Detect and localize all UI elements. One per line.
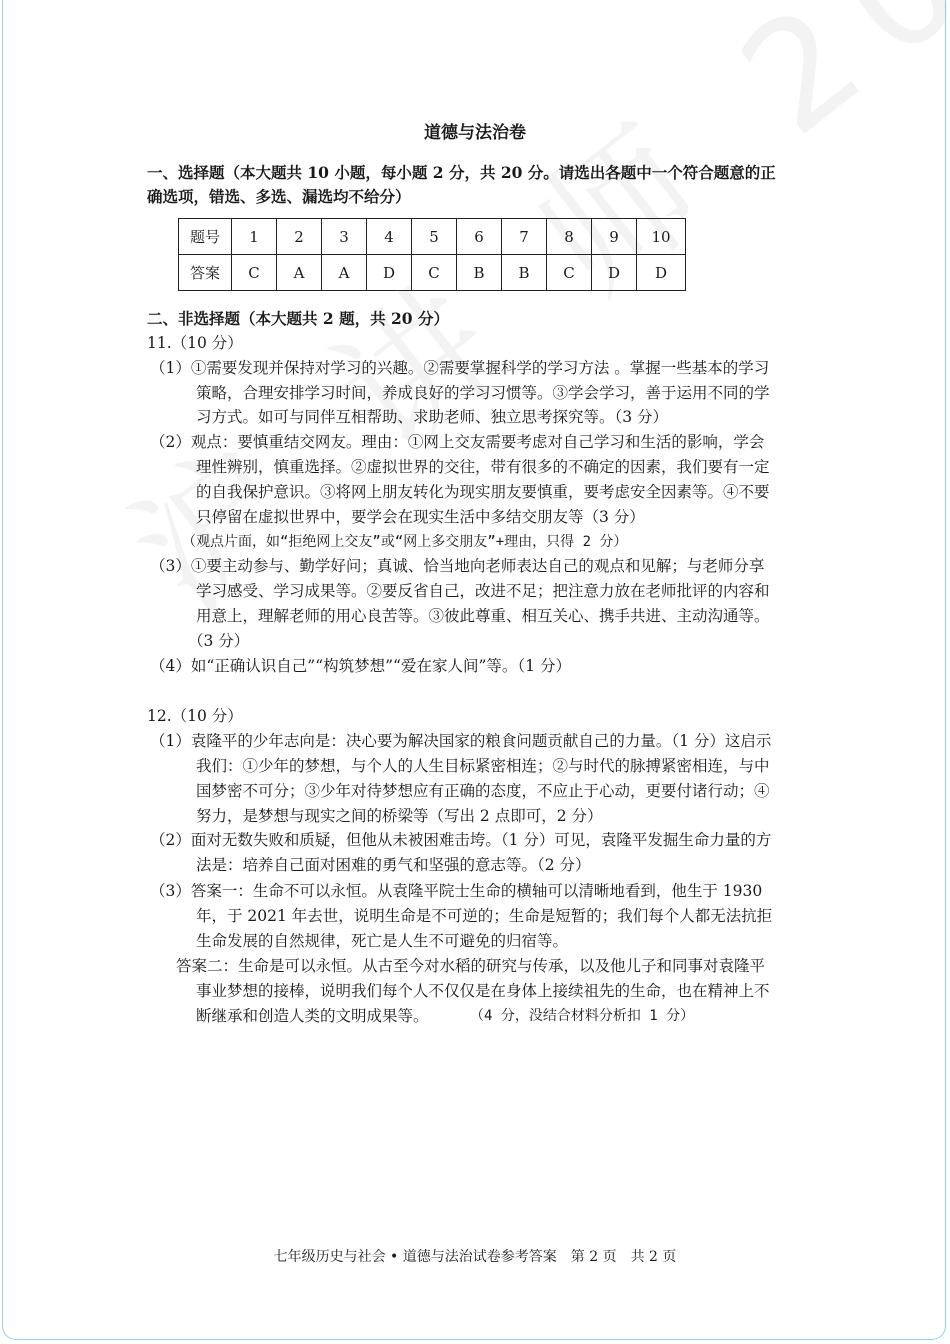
q12-p1-line: 国梦密不可分；③少年对待梦想应有正确的态度，不应止于心动，更要付诸行动；④ — [196, 782, 770, 800]
q11-p1-line: （1）①需要发现并保持对学习的兴趣。②需要掌握科学的学习方法 。掌握一些基本的学习 — [150, 359, 770, 377]
table-row-label: 题号 — [179, 219, 232, 255]
question-number: 4 — [367, 219, 412, 255]
question-number: 2 — [277, 219, 322, 255]
q11-p1-line: 策略，合理安排学习时间，养成良好的学习习惯等。③学会学习，善于运用不同的学 — [196, 384, 770, 402]
answer-cell: B — [502, 255, 547, 291]
q12-p1-line: 我们：①少年的梦想，与个人的人生目标紧密相连；②与时代的脉搏紧密相连，与中 — [196, 757, 770, 775]
question-number: 3 — [322, 219, 367, 255]
q11-p2-line: 理性辨别，慎重选择。②虚拟世界的交往，带有很多的不确定的因素，我们要有一定 — [196, 458, 770, 476]
question-number: 5 — [412, 219, 457, 255]
q11-p4-line: （4）如“正确认识自己”“构筑梦想”“爱在家人间”等。（1 分） — [150, 657, 571, 675]
q12-p1-line: （1）袁隆平的少年志向是：决心要为解决国家的粮食问题贡献自己的力量。（1 分）这启示 — [150, 732, 772, 750]
answer-cell: A — [277, 255, 322, 291]
q12-p2-line: 法是：培养自己面对困难的勇气和坚强的意志等。（2 分） — [196, 856, 591, 874]
table-row-label: 答案 — [179, 255, 232, 291]
q12-p1-line: 努力，是梦想与现实之间的桥梁等（写出 2 点即可，2 分） — [196, 807, 603, 825]
table-row-numbers — [179, 219, 686, 255]
page-footer: 七年级历史与社会 • 道德与法治试卷参考答案 第 2 页 共 2 页 — [273, 1249, 677, 1265]
question-12-header: 12.（10 分） — [147, 707, 243, 725]
section1-heading-line2: 确选项，错选、多选、漏选均不给分） — [147, 187, 411, 206]
q11-p1-line: 习方式。如可与同伴互相帮助、求助老师、独立思考探究等。（3 分） — [196, 408, 669, 426]
question-number: 6 — [457, 219, 502, 255]
q12-p2-line: （2）面对无数失败和质疑，但他从未被困难击垮。（1 分）可见，袁隆平发掘生命力量的方 — [150, 831, 772, 849]
q12-p3-line: （3）答案一：生命不可以永恒。从袁隆平院士生命的横轴可以清晰地看到，他生于 1930 — [150, 882, 763, 900]
q12-p3b-scoring-note: （4 分，没结合材料分析扣 1 分） — [470, 1008, 695, 1024]
section2-heading: 二、非选择题（本大题共 2 题，共 20 分） — [147, 309, 449, 328]
answer-cell: B — [457, 255, 502, 291]
answer-cell: D — [592, 255, 637, 291]
q12-p3b-line: 事业梦想的接棒，说明我们每个人不仅仅是在身体上接续祖先的生命，也在精神上不 — [196, 982, 770, 1000]
answer-cell: A — [322, 255, 367, 291]
section1-heading-line1: 一、选择题（本大题共 10 小题，每小题 2 分，共 20 分。请选出各题中一个符合题意的正 — [147, 163, 776, 182]
q12-p3b-line: 答案二：生命是可以永恒。从古至今对水稻的研究与传承，以及他儿子和同事对袁隆平 — [176, 957, 766, 975]
q12-p3-line: 年，于 2021 年去世，说明生命是不可逆的；生命是短暂的；我们每个人都无法抗拒 — [196, 907, 773, 925]
q11-p3-line: 学习感受、学习成果等。②要反省自己，改进不足；把注意力放在老师批评的内容和 — [196, 582, 770, 600]
q11-p2-line: （2）观点：要慎重结交网友。理由：①网上交友需要考虑对自己学习和生活的影响，学会 — [150, 433, 765, 451]
question-number: 9 — [592, 219, 637, 255]
answer-cell: D — [367, 255, 412, 291]
answer-cell: C — [412, 255, 457, 291]
answer-cell: C — [547, 255, 592, 291]
q11-p2-line: 的自我保护意识。③将网上朋友转化为现实朋友要慎重，要考虑安全因素等。④不要 — [196, 483, 770, 501]
q11-p3-line: 用意上，理解老师的用心良苦等。③彼此尊重、相互关心、携手共进、主动沟通等。 — [196, 607, 770, 625]
q11-p2-scoring-note: （观点片面，如“拒绝网上交友”或“网上多交朋友”+理由，只得 2 分） — [182, 534, 628, 550]
q12-p3-line: 生命发展的自然规律，死亡是人生不可避免的归宿等。 — [196, 932, 569, 950]
answer-table — [178, 218, 686, 291]
answer-cell: D — [637, 255, 686, 291]
page-title: 道德与法治卷 — [424, 123, 526, 143]
question-number: 1 — [232, 219, 277, 255]
table-row-answers — [179, 255, 686, 291]
q12-p3b-line: 断继承和创造人类的文明成果等。 — [196, 1007, 429, 1025]
question-11-header: 11.（10 分） — [147, 334, 243, 352]
answer-cell: C — [232, 255, 277, 291]
q11-p3-line: （3 分） — [188, 632, 250, 650]
q11-p3-line: （3）①要主动参与、勤学好问；真诚、恰当地向老师表达自己的观点和见解；与老师分享 — [150, 557, 765, 575]
q11-p2-line: 只停留在虚拟世界中，要学会在现实生活中多结交朋友等（3 分） — [196, 508, 645, 526]
question-number: 10 — [637, 219, 686, 255]
question-number: 8 — [547, 219, 592, 255]
question-number: 7 — [502, 219, 547, 255]
